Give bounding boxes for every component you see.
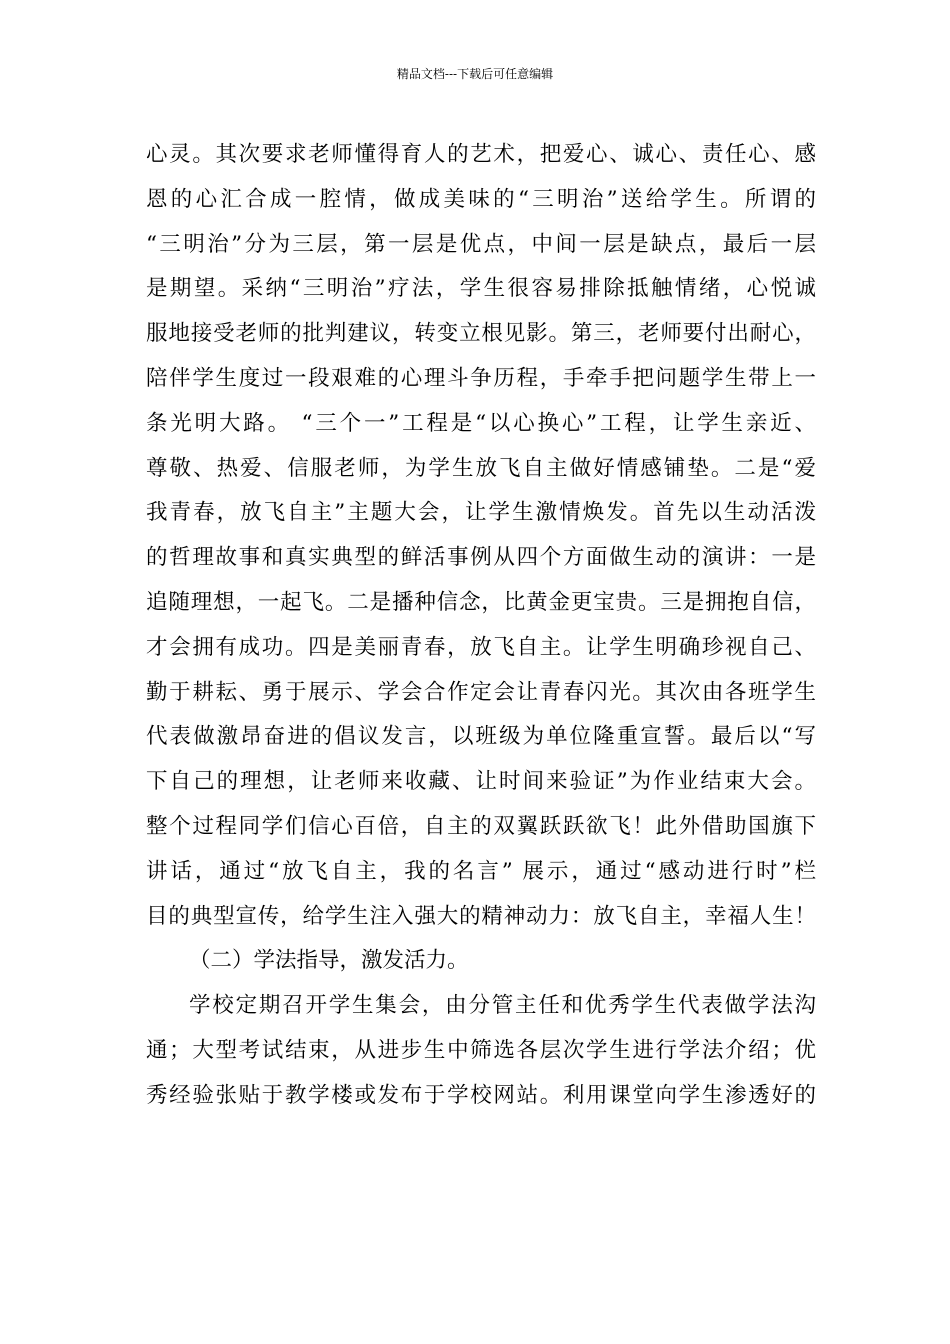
paragraph-line: 条光明大路。 “三个一”工程是“以心换心”工程，让学生亲近、 xyxy=(146,410,816,436)
section-heading: （二）学法指导，激发活力。 xyxy=(189,948,469,974)
paragraph-line: 的哲理故事和真实典型的鲜活事例从四个方面做生动的演讲：一是 xyxy=(146,545,816,571)
paragraph-line: 下自己的理想，让老师来收藏、让时间来验证”为作业结束大会。 xyxy=(146,769,816,795)
paragraph-line: 服地接受老师的批判建议，转变立根见影。第三，老师要付出耐心， xyxy=(146,321,816,347)
paragraph-line: 秀经验张贴于教学楼或发布于学校网站。利用课堂向学生渗透好的 xyxy=(146,1082,816,1108)
paragraph-line: 陪伴学生度过一段艰难的心理斗争历程，手牵手把问题学生带上一 xyxy=(146,365,816,391)
paragraph-line: 心灵。其次要求老师懂得育人的艺术，把爱心、诚心、责任心、感 xyxy=(146,142,816,167)
paragraph-line: 恩的心汇合成一腔情，做成美味的“三明治”送给学生。所谓的 xyxy=(146,186,816,212)
paragraph-line: 是期望。采纳“三明治”疗法，学生很容易排除抵触情绪，心悦诚 xyxy=(146,276,816,302)
paragraph-line: 追随理想，一起飞。二是播种信念，比黄金更宝贵。三是拥抱自信， xyxy=(146,589,816,615)
paragraph-line: 才会拥有成功。四是美丽青春，放飞自主。让学生明确珍视自己、 xyxy=(146,634,816,660)
paragraph-line: 通；大型考试结束，从进步生中筛选各层次学生进行学法介绍；优 xyxy=(146,1037,816,1063)
document-body xyxy=(146,133,816,1119)
paragraph-line: 讲话，通过“放飞自主，我的名言” 展示，通过“感动进行时”栏 xyxy=(146,858,816,884)
page-header: 精品文档---下载后可任意编辑 xyxy=(396,67,554,81)
paragraph-line: 学校定期召开学生集会，由分管主任和优秀学生代表做学法沟 xyxy=(189,993,816,1019)
paragraph-line: 目的典型宣传，给学生注入强大的精神动力：放飞自主，幸福人生！ xyxy=(146,903,816,929)
paragraph-line: 尊敬、热爱、信服老师，为学生放飞自主做好情感铺垫。二是“爱 xyxy=(146,455,816,481)
paragraph-line: 我青春，放飞自主”主题大会，让学生激情焕发。首先以生动活泼 xyxy=(146,500,816,526)
paragraph-line: 勤于耕耘、勇于展示、学会合作定会让青春闪光。其次由各班学生 xyxy=(146,679,816,705)
paragraph-line: 代表做激昂奋进的倡议发言，以班级为单位隆重宣誓。最后以“写 xyxy=(146,724,816,750)
paragraph-line: 整个过程同学们信心百倍，自主的双翼跃跃欲飞！此外借助国旗下 xyxy=(146,813,816,839)
paragraph-line: “三明治”分为三层，第一层是优点，中间一层是缺点，最后一层 xyxy=(146,231,816,257)
